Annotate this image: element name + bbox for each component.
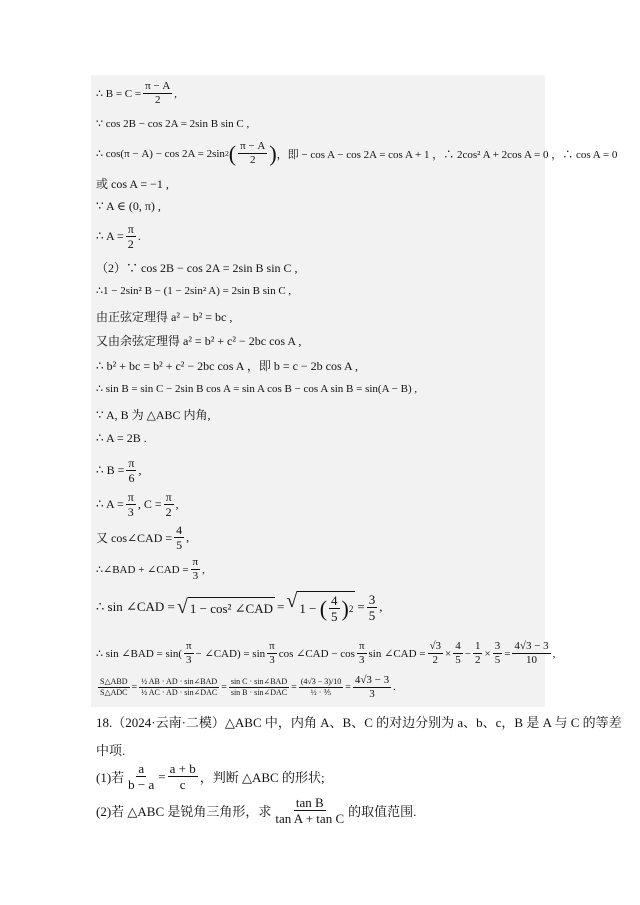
numerator: π [185,640,192,652]
fraction [174,524,184,551]
denominator: 6 [128,471,135,485]
numerator: π [127,222,134,236]
fraction [428,641,444,666]
text: ，判断 △ABC 的形状; [199,770,325,785]
solution-panel [91,75,618,707]
problem-18-part-1 [96,762,325,791]
exponent: 2 [224,149,229,158]
denominator: ½ · ⅗ [310,688,332,697]
radicand: 1 − cos² ∠CAD [188,597,275,617]
text: ∴ A = [96,497,124,511]
solution-line-8: ∴1 − 2sin² B − (1 − 2sin² A) = 2sin B sin C , [96,285,292,297]
text: . [393,682,396,693]
denominator: 2 [474,654,481,666]
solution-line-3 [96,141,617,166]
numerator: 4 [176,523,183,537]
denominator: 5 [455,654,461,666]
solution-line-15 [96,457,141,484]
denominator: sin B · sin∠DAC [230,688,288,697]
fraction [367,593,378,622]
denominator: tan A + tan C [275,811,345,826]
numerator: π [128,456,135,470]
fraction [126,762,156,791]
text: − ∠CAD) = sin [195,648,266,660]
numerator: tan B [295,795,324,810]
text: ∴ sin ∠CAD = [96,599,175,614]
numerator: a + b [169,761,196,776]
denominator: 3 [127,505,134,519]
denominator: 2 [154,94,161,106]
numerator: √3 [429,640,442,652]
paren-right: ) [341,595,349,621]
fraction [126,491,136,518]
problem-18-line-2: 中项. [96,743,126,758]
text: ∴ A = [96,229,124,243]
text: , [175,497,179,511]
problem-18-line-1: 18.（2024·云南·二模）△ABC 中，内角 A、B、C 的对边分别为 a、b、c，B 是 A 与 C 的等差 [96,715,622,730]
denominator: 5 [176,538,183,552]
fraction [353,675,391,700]
text: , [202,563,205,576]
text: cos ∠CAD − cos [278,648,355,660]
problem-18-part-2 [96,796,416,825]
radicand: 1 − ( $\frac{4}{5}$ ) 2 [299,593,354,624]
solution-line-20 [96,641,555,666]
solution-line-11: ∴ b² + bc = b² + c² − 2bc cos A ，即 b = c − 2b cos A , [96,359,359,373]
text: = [158,768,166,784]
denominator: 2 [432,654,439,666]
text: = [277,599,285,614]
text: (2)若 △ABC 是锐角三角形，求 [96,804,272,819]
text: , [186,530,190,544]
paren-right: ) [269,140,277,166]
fraction [357,641,367,666]
solution-line-5: ∵ A ∈ (0, π) , [96,199,161,213]
solution-line-1 [96,81,177,106]
text: ∴ B = C = [96,88,142,100]
fraction [493,641,503,666]
exponent: 2 [348,603,354,614]
solution-line-9: 由正弦定理得 a² − b² = bc , [96,310,233,324]
numerator: π [192,556,199,568]
solution-line-14: ∴ A = 2B . [96,431,147,445]
solution-line-4: 或 cos A = −1 , [96,177,169,191]
fraction [191,557,201,582]
text: , C = [137,497,162,511]
numerator: π [127,490,134,504]
denominator: 3 [358,654,365,666]
denominator: 3 [369,688,375,700]
text: ∴ cos(π − A) − cos 2A = 2sin [96,148,225,160]
denominator: S△ADC [100,688,128,697]
denominator: 5 [494,654,501,666]
radical-sign: √ [286,590,298,612]
fraction [126,457,136,484]
fraction [143,81,172,106]
fraction [139,678,219,697]
text: 又 cos∠CAD = [96,531,173,545]
solution-line-6 [96,223,141,250]
numerator: π [165,490,172,504]
numerator: S△ABD [100,677,128,686]
solution-line-13: ∵ A, B 为 △ABC 内角, [96,408,211,422]
fraction [512,641,550,666]
fraction [267,641,277,666]
denominator: 2 [165,505,172,519]
denominator: 3 [186,654,192,666]
square-root [286,591,355,623]
denominator: 3 [192,570,199,582]
fraction [126,223,136,250]
radical-sign: √ [176,596,188,618]
numerator: 4 [331,593,338,608]
numerator: π [269,640,275,652]
text: = [221,682,227,693]
numerator: sin C · sin∠BAD [230,677,288,686]
solution-line-16 [96,491,179,518]
text: sin ∠CAD = [368,648,426,660]
fraction [473,641,483,666]
text: ，即 − cos A − cos 2A = cos A + 1 ，∴ 2cos² A + 2cos A = 0 ，∴ cos A = 0 [276,148,618,161]
denominator: 2 [127,237,134,251]
numerator: π − A [240,140,266,152]
denominator: 5 [368,607,376,623]
square-root [177,597,275,617]
solution-line-21 [96,675,396,700]
text: × [445,647,452,660]
denominator: ½ AC · AD · sin∠DAC [141,688,218,697]
text: = [357,599,365,614]
numerator: π [358,640,365,652]
fraction [329,594,340,623]
fraction [273,796,346,825]
numerator: a [138,761,145,776]
text: , [174,87,178,100]
paren-left: ( [228,140,237,166]
numerator: π − A [145,80,171,92]
numerator: 1 [474,640,481,652]
fraction [98,678,130,697]
paren-left: ( [319,595,328,621]
text: , [138,463,142,477]
text: = [131,682,138,693]
text: . [137,229,141,243]
text: , [552,647,556,660]
numerator: 4√3 − 3 [514,640,549,652]
text: ∴∠BAD + ∠CAD = [96,564,189,576]
solution-line-12: ∴ sin B = sin C − 2sin B cos A = sin A cos B − cos A sin B = sin(A − B) , [96,383,418,395]
fraction [168,762,198,791]
numerator: ½ AB · AD · sin∠BAD [141,677,218,686]
solution-line-19 [96,591,382,623]
numerator: 4 [455,640,461,652]
solution-line-17 [96,524,189,551]
denominator: 10 [526,654,538,666]
fraction [184,641,194,666]
fraction [453,641,463,666]
denominator: 3 [269,654,275,666]
fraction [238,141,267,166]
solution-line-2: ∵ cos 2B − cos 2A = 2sin B sin C , [96,118,250,130]
numerator: 3 [494,640,501,652]
text: , [379,599,383,614]
fraction [164,491,174,518]
solution-line-10: 又由余弦定理得 a² = b² + c² − 2bc cos A , [96,334,302,348]
solution-line-18 [96,557,205,582]
text: 的取值范围. [348,804,417,819]
text: = [291,682,297,693]
fraction [229,678,289,697]
denominator: b − a [128,777,155,792]
numerator: 3 [368,591,376,607]
numerator: 4√3 − 3 [354,674,390,686]
denominator: 5 [331,609,338,624]
solution-line-7: （2）∵ cos 2B − cos 2A = 2sin B sin C , [96,261,298,275]
text: ∴ sin ∠BAD = sin( [96,648,182,660]
denominator: c [179,777,186,792]
text: = [345,682,351,693]
text: × [484,647,491,660]
text: ∴ B = [96,463,125,477]
numerator: (4√3 − 3)/10 [300,677,342,686]
text: (1)若 [96,770,125,785]
text: = [504,647,511,660]
text: − [464,647,471,660]
fraction [299,678,343,697]
denominator: 2 [249,154,256,166]
